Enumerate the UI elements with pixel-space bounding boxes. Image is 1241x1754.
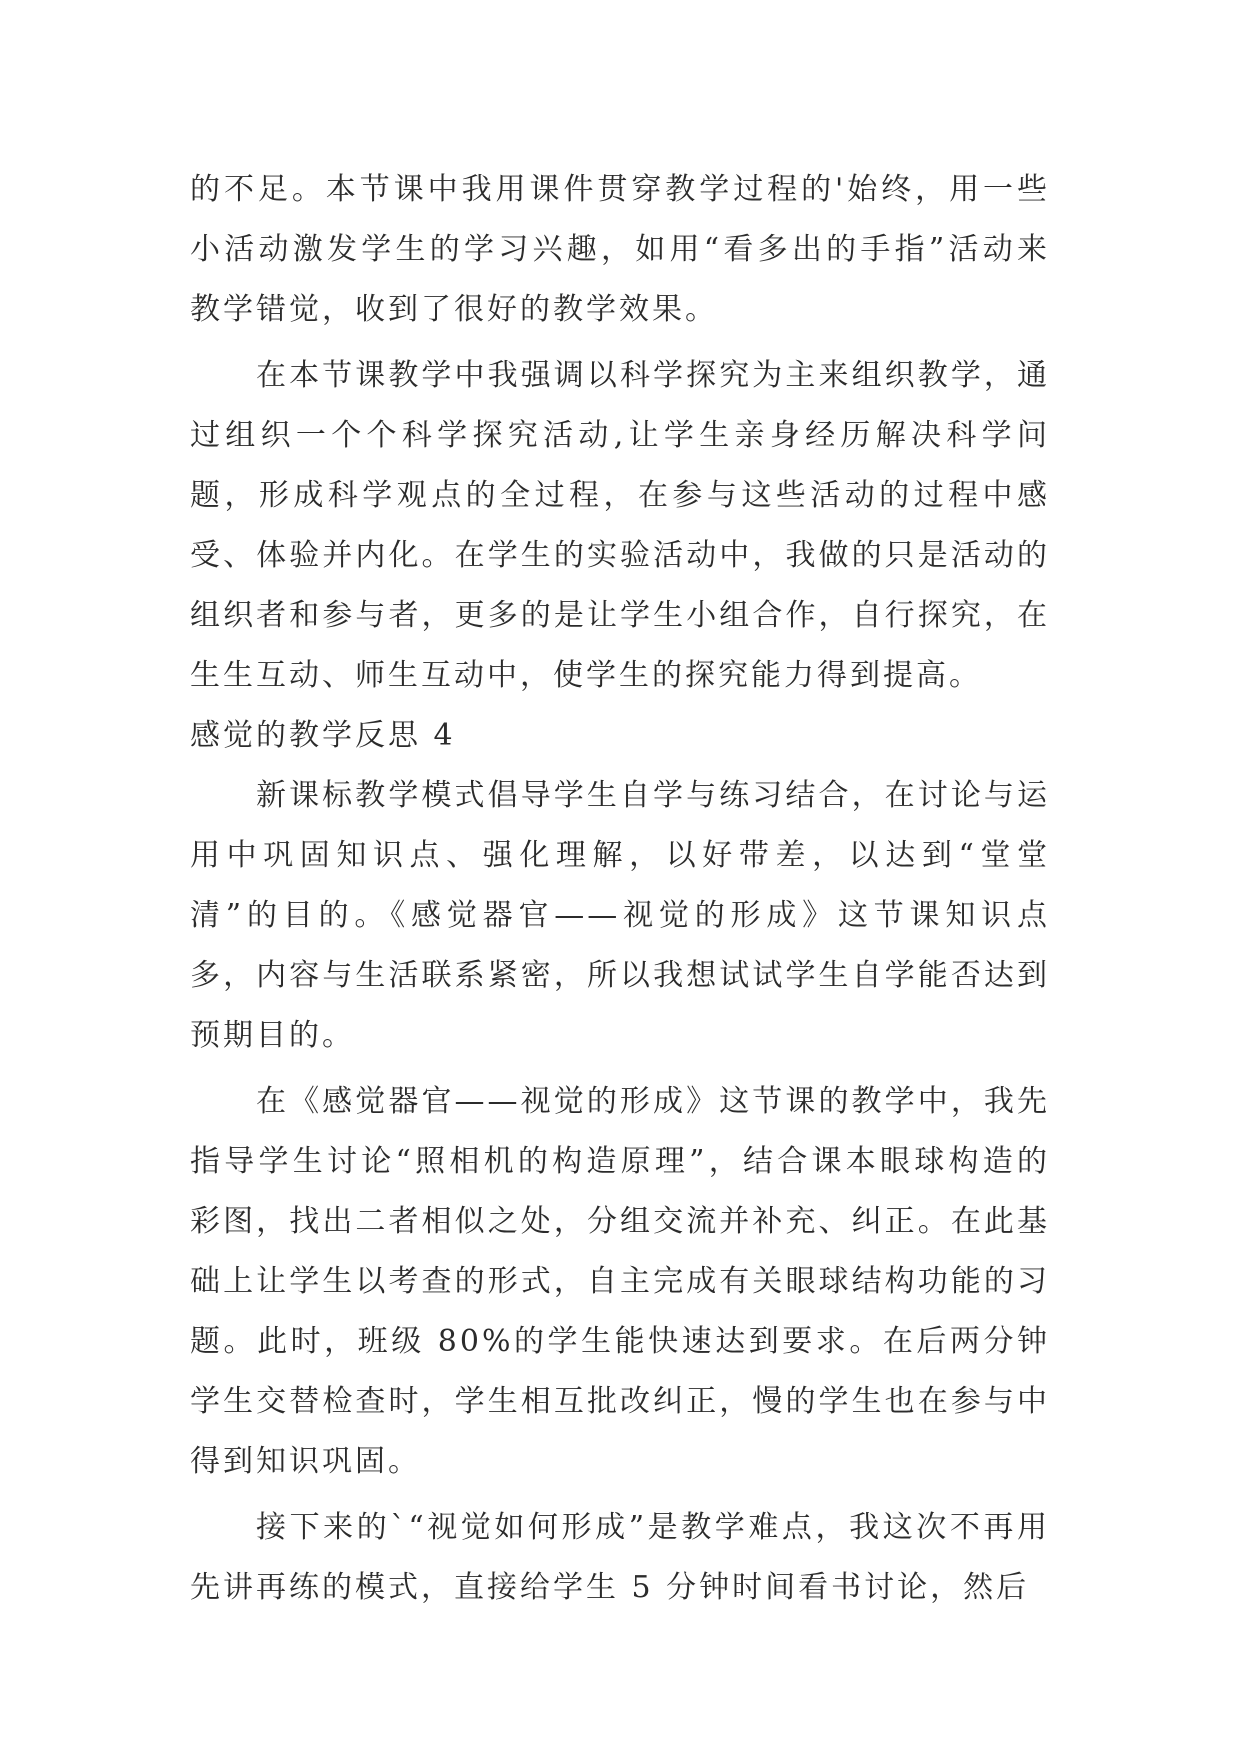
paragraph-inquiry-teaching: 在本节课教学中我强调以科学探究为主来组织教学，通过组织一个个科学探究活动,让学生亲身经历解决科学问题，形成科学观点的全过程，在参与这些活动的过程中感受、体验并内化。在学生的实验活动中，我做的只是活动的组织者和参与者，更多的是让学生小组合作，自行探究，在生生互动、师生互动中，使学生的探究能力得到提高。	[190, 358, 1050, 693]
paragraph-next-difficulty: 接下来的`“视觉如何形成”是教学难点，我这次不再用先讲再练的模式，直接给学生 5 分钟时间看书讨论，然后	[190, 1510, 1050, 1605]
paragraph-new-curriculum: 新课标教学模式倡导学生自学与练习结合，在讨论与运用中巩固知识点、强化理解，以好带差，以达到“堂堂清”的目的。《感觉器官——视觉的形成》这节课知识点多，内容与生活联系紧密，所以我想试试学生自学能否达到预期目的。	[190, 778, 1050, 1053]
paragraph-vision-lesson: 在《感觉器官——视觉的形成》这节课的教学中，我先指导学生讨论“照相机的构造原理”，结合课本眼球构造的彩图，找出二者相似之处，分组交流并补充、纠正。在此基础上让学生以考查的形式，自主完成有关眼球结构功能的习题。此时，班级 80%的学生能快速达到要求。在后两分钟学生交替检查时，学生相互批改纠正，慢的学生也在参与中得到知识巩固。	[190, 1084, 1050, 1479]
document-body	[190, 160, 1050, 1618]
paragraph-continuation: 的不足。本节课中我用课件贯穿教学过程的'始终，用一些小活动激发学生的学习兴趣，如用“看多出的手指”活动来教学错觉，收到了很好的教学效果。	[190, 172, 1050, 327]
section-heading: 感觉的教学反思 4	[190, 718, 456, 753]
